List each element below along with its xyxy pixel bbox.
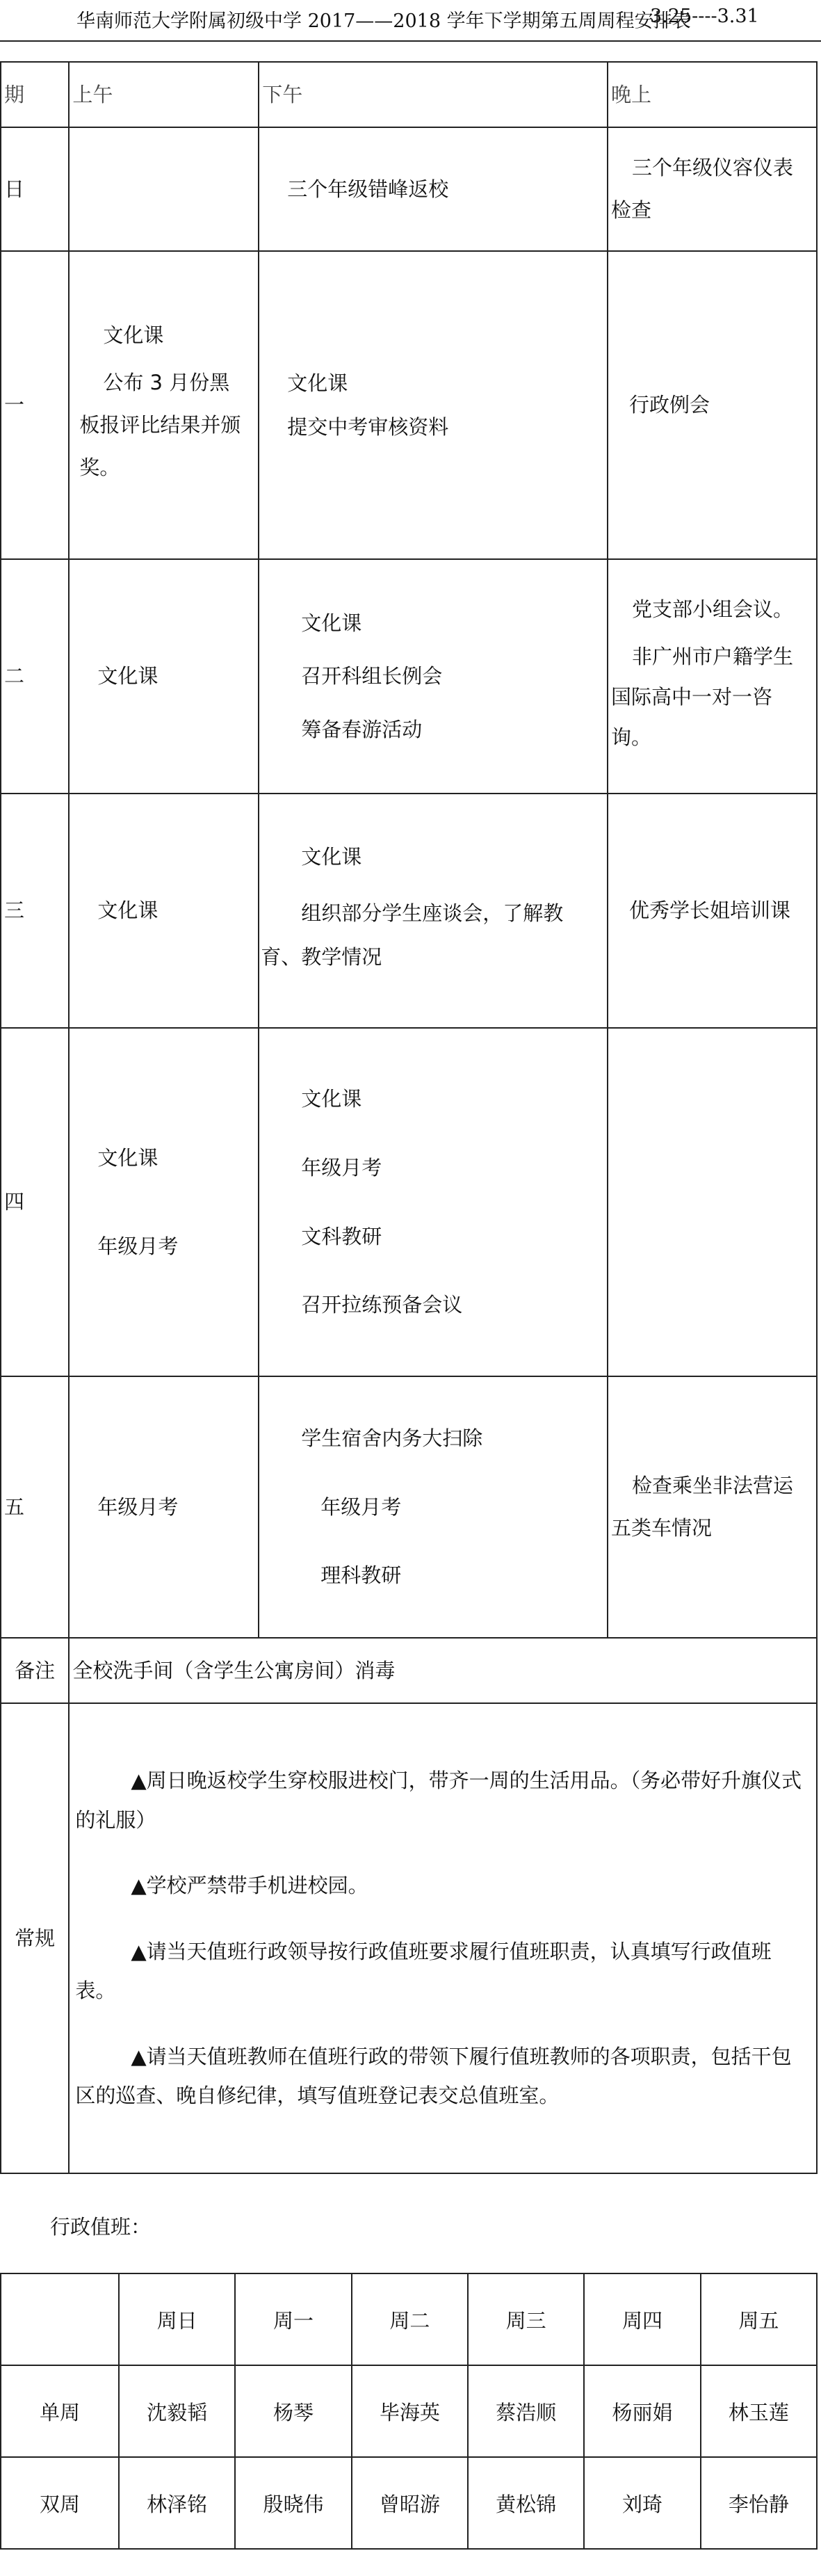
duty-name: 沈毅韬 — [119, 2365, 235, 2457]
day-label: 二 — [1, 559, 69, 794]
day-label: 日 — [1, 127, 69, 251]
pm-item: 文化课 — [301, 611, 362, 635]
pm-item: 文科教研 — [301, 1224, 382, 1248]
duty-name: 毕海英 — [352, 2365, 468, 2457]
am-cell — [69, 1376, 259, 1638]
duty-name: 林玉莲 — [701, 2365, 817, 2457]
duty-name: 殷晓伟 — [235, 2457, 351, 2549]
routine-item: ▲周日晚返校学生穿校服进校门，带齐一周的生活用品。（务必带好升旗仪式的礼服） — [75, 1769, 802, 1832]
am-cell — [69, 794, 259, 1028]
schedule-row-sun — [1, 127, 817, 251]
pm-item: 理科教研 — [320, 1563, 402, 1588]
col-header-pm: 下午 — [259, 62, 608, 127]
day-label: 一 — [1, 251, 69, 559]
am-item: 年级月考 — [97, 1495, 179, 1519]
pm-item: 学生宿舍内务大扫除 — [301, 1426, 483, 1451]
schedule-row-fri — [1, 1376, 817, 1638]
ev-item: 党支部小组会议。 — [631, 597, 793, 622]
pm-cell — [259, 1028, 608, 1376]
weekly-schedule-table — [0, 61, 818, 2174]
pm-item: 召开科组长例会 — [301, 664, 443, 689]
am-item: 文化课 — [97, 664, 158, 689]
pm-item: 提交中考审核资料 — [287, 414, 449, 439]
routine-cell — [69, 1703, 817, 2173]
ev-cell — [608, 251, 817, 559]
day-label: 三 — [1, 794, 69, 1028]
duty-section-title: 行政值班： — [50, 2215, 152, 2239]
duty-row-label: 双周 — [1, 2457, 119, 2549]
am-cell — [69, 1028, 259, 1376]
date-range: 3.25----3.31 — [650, 6, 759, 27]
duty-name: 刘琦 — [584, 2457, 700, 2549]
page-title: 华南师范大学附属初级中学 2017——2018 学年下学期第五周周程安排表 — [76, 10, 691, 32]
routine-item: ▲请当天值班教师在值班行政的带领下履行值班教师的各项职责，包括干包区的巡查、晚自修纪律，填写值班登记表交总值班室。 — [75, 2044, 792, 2108]
ev-item: 三个年级仪容仪表检查 — [610, 156, 793, 222]
ev-item: 优秀学长姐培训课 — [628, 899, 790, 923]
pm-cell — [259, 251, 608, 559]
duty-name: 李怡静 — [701, 2457, 817, 2549]
am-item: 文化课 — [103, 323, 164, 347]
duty-day-header: 周一 — [235, 2273, 351, 2365]
duty-corner-cell — [1, 2273, 119, 2365]
schedule-row-wed — [1, 794, 817, 1028]
routine-row — [1, 1703, 817, 2173]
schedule-row-tue — [1, 559, 817, 794]
pm-item: 三个年级错峰返校 — [287, 177, 449, 201]
pm-item: 组织部分学生座谈会，了解教育、教学情况 — [261, 901, 564, 969]
pm-cell — [259, 1376, 608, 1638]
pm-item: 文化课 — [301, 1087, 362, 1111]
am-cell — [69, 251, 259, 559]
schedule-row-thu — [1, 1028, 817, 1376]
day-label: 五 — [1, 1376, 69, 1638]
ev-cell — [608, 127, 817, 251]
pm-item: 文化课 — [287, 371, 348, 395]
duty-name: 杨琴 — [235, 2365, 351, 2457]
col-header-day: 期 — [1, 62, 69, 127]
col-header-am: 上午 — [69, 62, 259, 127]
pm-cell — [259, 794, 608, 1028]
schedule-header-row — [1, 62, 817, 127]
ev-item: 行政例会 — [628, 393, 710, 417]
am-item: 文化课 — [97, 899, 158, 923]
duty-header-row — [1, 2273, 817, 2365]
am-item: 年级月考 — [97, 1234, 179, 1258]
schedule-row-mon — [1, 251, 817, 559]
note-text: 全校洗手间（含学生公寓房间）消毒 — [69, 1638, 817, 1703]
duty-row-even-week — [1, 2457, 817, 2549]
duty-name: 林泽铭 — [119, 2457, 235, 2549]
am-cell — [69, 127, 259, 251]
pm-item: 召开拉练预备会议 — [301, 1293, 463, 1317]
routine-item: ▲请当天值班行政领导按行政值班要求履行值班职责，认真填写行政值班表。 — [75, 1939, 772, 2003]
ev-cell — [608, 1376, 817, 1638]
duty-day-header: 周五 — [701, 2273, 817, 2365]
routine-item: ▲学校严禁带手机进校园。 — [131, 1874, 368, 1898]
duty-roster-table — [0, 2273, 818, 2550]
duty-name: 黄松锦 — [468, 2457, 584, 2549]
col-header-ev: 晚上 — [608, 62, 817, 127]
am-item: 文化课 — [97, 1145, 158, 1170]
duty-day-header: 周三 — [468, 2273, 584, 2365]
ev-cell — [608, 1028, 817, 1376]
duty-day-header: 周二 — [352, 2273, 468, 2365]
routine-label: 常规 — [1, 1703, 69, 2173]
duty-row-label: 单周 — [1, 2365, 119, 2457]
day-label: 四 — [1, 1028, 69, 1376]
am-item: 公布 3 月份黑板报评比结果并颁奖。 — [79, 371, 241, 480]
ev-cell — [608, 794, 817, 1028]
ev-cell — [608, 559, 817, 794]
ev-item: 检查乘坐非法营运五类车情况 — [610, 1474, 793, 1540]
pm-item: 筹备春游活动 — [301, 717, 423, 741]
pm-item: 文化课 — [301, 844, 362, 869]
pm-item: 年级月考 — [301, 1155, 382, 1180]
pm-item: 年级月考 — [320, 1495, 402, 1519]
am-cell — [69, 559, 259, 794]
duty-name: 杨丽娟 — [584, 2365, 700, 2457]
note-label: 备注 — [1, 1638, 69, 1703]
duty-row-odd-week — [1, 2365, 817, 2457]
duty-day-header: 周四 — [584, 2273, 700, 2365]
duty-day-header: 周日 — [119, 2273, 235, 2365]
note-row — [1, 1638, 817, 1703]
page-header — [0, 0, 821, 42]
ev-item: 非广州市户籍学生国际高中一对一咨询。 — [610, 644, 793, 749]
pm-cell — [259, 559, 608, 794]
pm-cell — [259, 127, 608, 251]
duty-name: 曾昭游 — [352, 2457, 468, 2549]
duty-name: 蔡浩顺 — [468, 2365, 584, 2457]
